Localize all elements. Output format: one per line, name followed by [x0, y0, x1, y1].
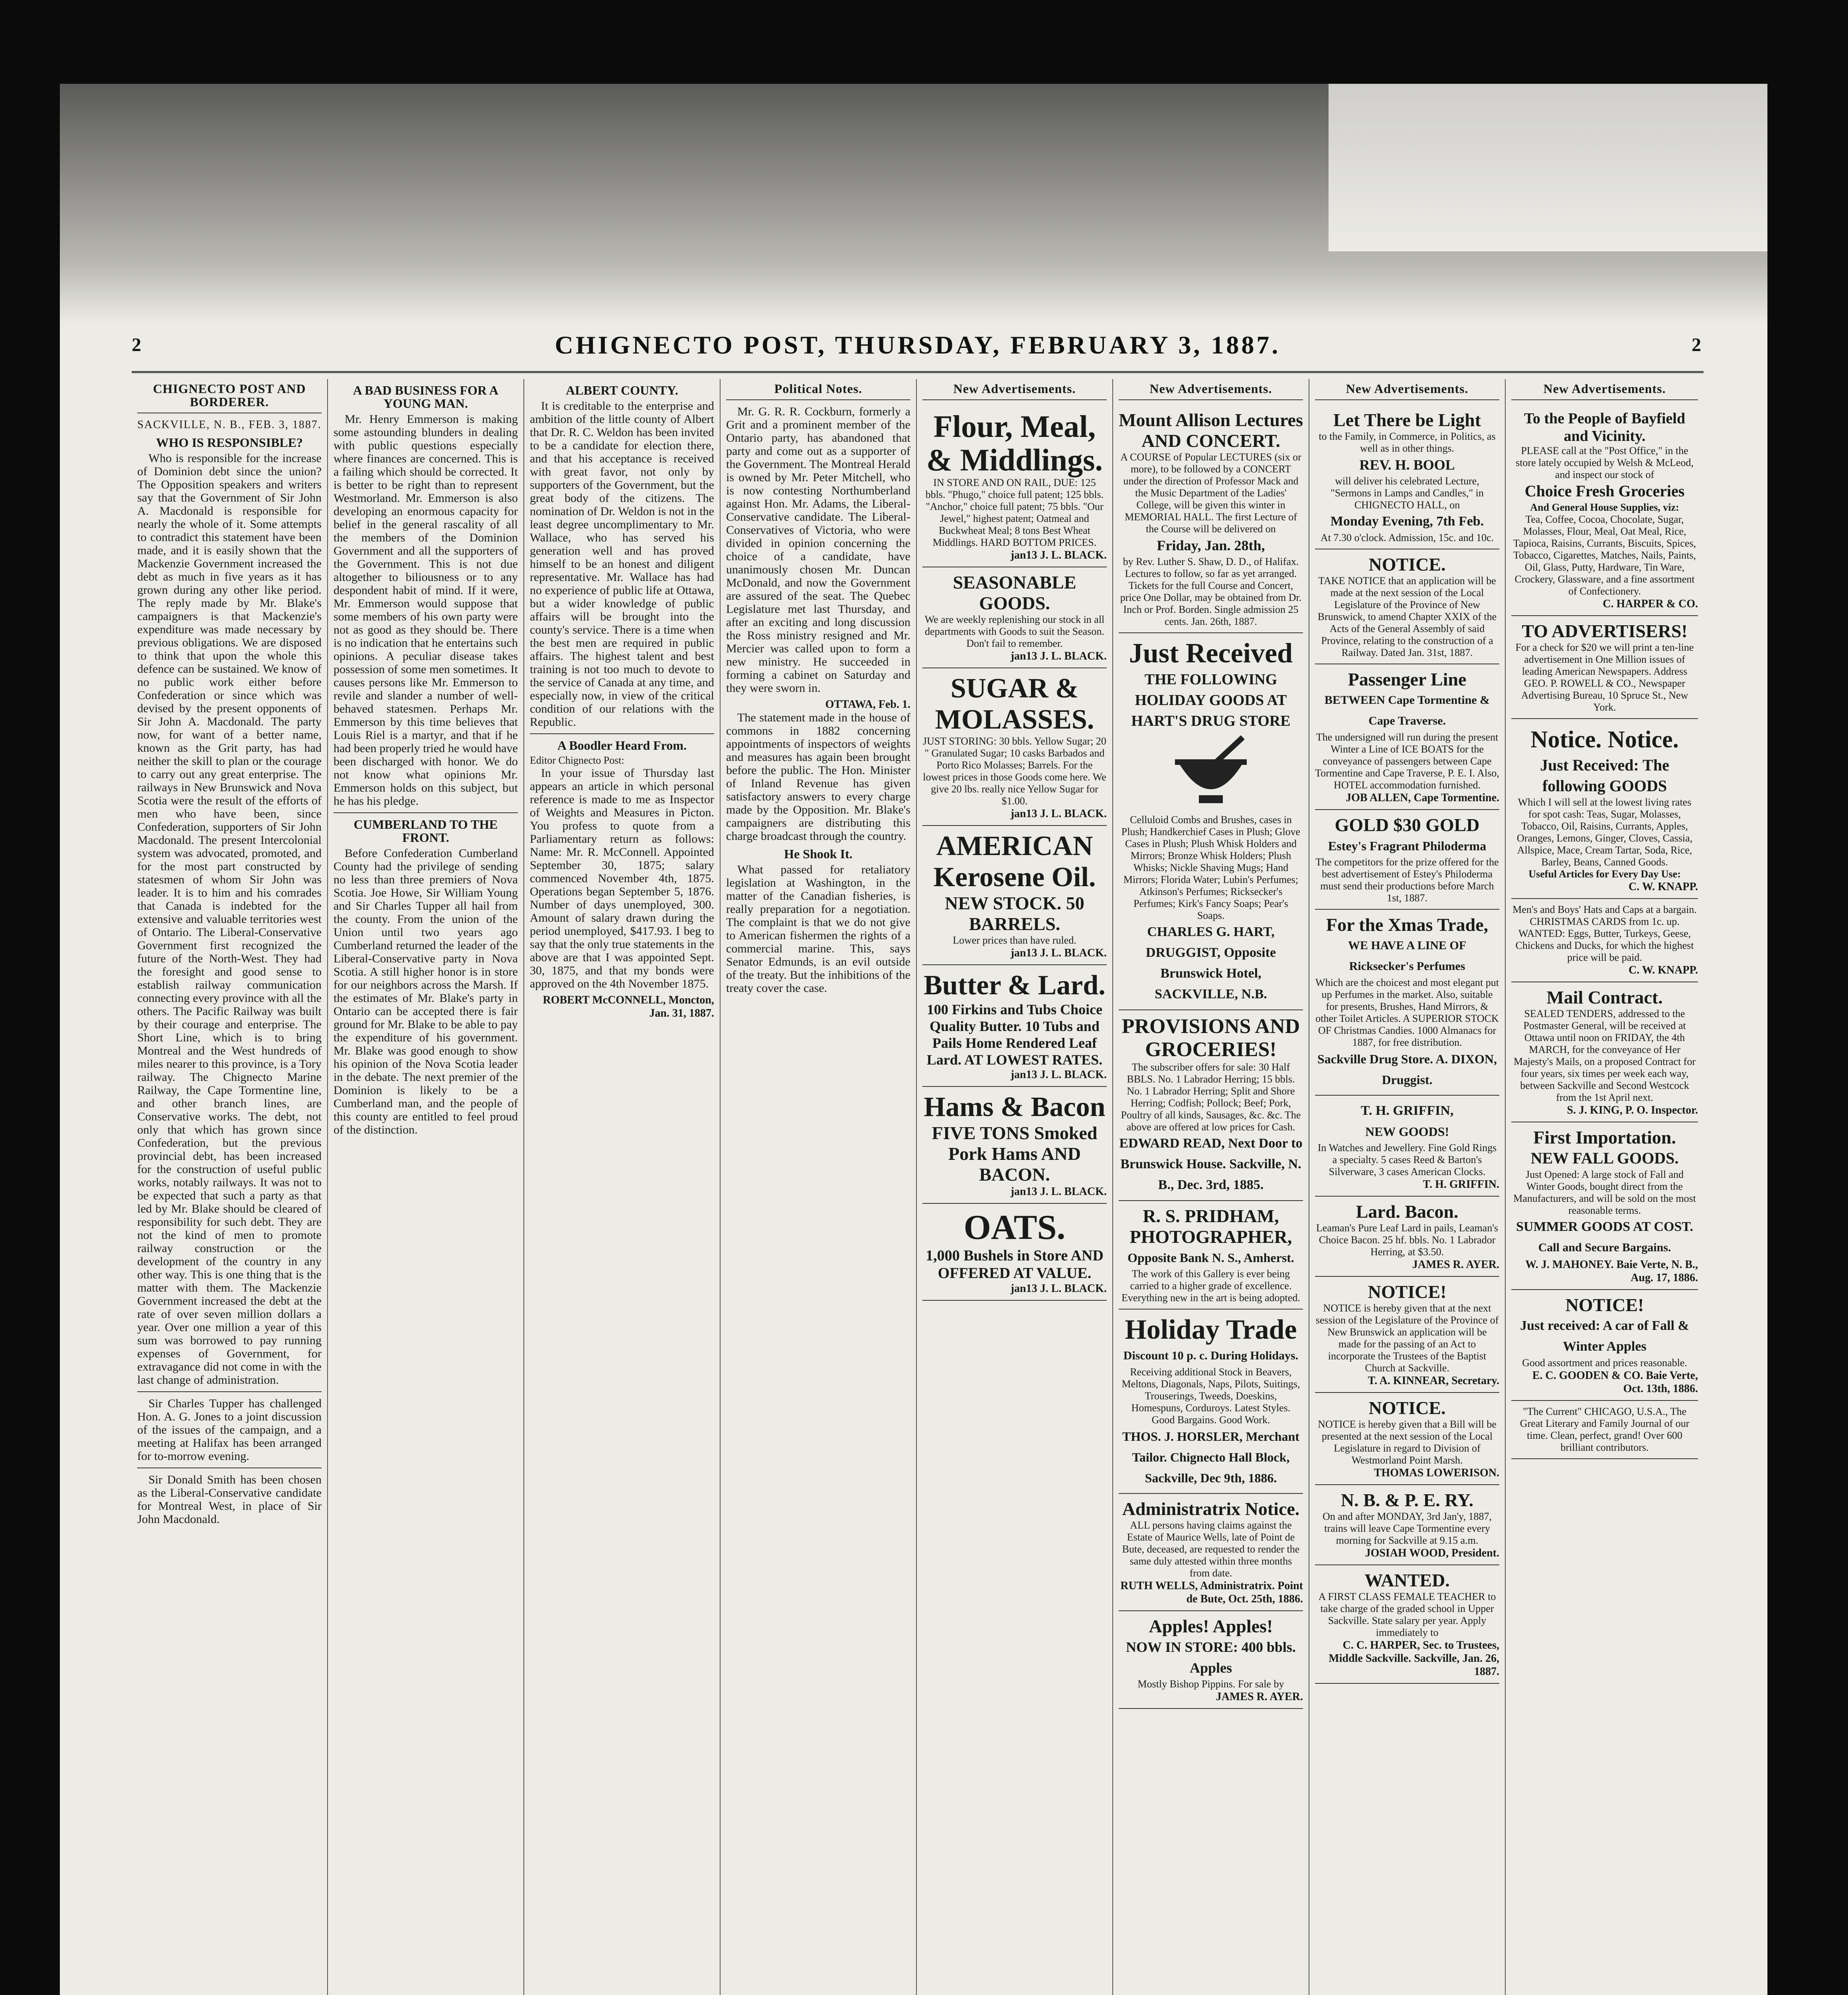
ad-title: OATS.: [963, 1208, 1066, 1247]
ad-mail-contract: [1511, 982, 1698, 1122]
ad-body: WANTED: Eggs, Butter, Turkeys, Geese, Chickens and Ducks, for which the highest price will be paid.: [1515, 928, 1694, 963]
ad-title: R. S. PRIDHAM, PHOTOGRAPHER,: [1129, 1206, 1292, 1247]
ad-title: Notice. Notice.: [1530, 726, 1679, 753]
ad-subtitle: NEW STOCK. 50 BARRELS.: [945, 893, 1084, 934]
ad-body: NOTICE is hereby given that a Bill will be presented at the next session of the Local Legislature in regard to Division of Westmorland Point Marsh.: [1318, 1418, 1497, 1466]
ad-body: Good assortment and prices reasonable.: [1522, 1357, 1687, 1369]
ad-subtitle: NEW FALL GOODS.: [1530, 1149, 1679, 1167]
ad-first-importation: [1511, 1122, 1698, 1290]
page-number-left: 2: [132, 334, 144, 356]
ad-advertisers: [1511, 616, 1698, 719]
dateline: SACKVILLE, N. B., FEB. 3, 1887.: [137, 419, 322, 431]
masthead: [132, 323, 1704, 373]
ad-apples: [1119, 1611, 1303, 1709]
ad-notice: [1315, 549, 1499, 664]
article-title: A Boodler Heard From.: [557, 738, 687, 753]
article-title: He Shook It.: [784, 847, 853, 861]
ad-body: Which I will sell at the lowest living rates for spot cash: Teas, Sugar, Molasses, Tobacco, Oil, Raisins, Currants, Apples, Oranges, Lemons, Ginger, Cloves, Cassia, Allspice, Mace, Cream Tartar, Soda, Rice, Barley, Beans, Canned Goods.: [1516, 796, 1693, 868]
ad-title: Passenger Line: [1348, 669, 1467, 689]
column-header: Political Notes.: [726, 379, 910, 400]
ad-photographer: [1119, 1201, 1303, 1310]
ad-body: PLEASE call at the "Post Office," in the store lately occupied by Welsh & McLeod, and inspect our stock of: [1516, 445, 1694, 480]
ad-subtitle: NOW IN STORE: 400 bbls. Apples: [1126, 1639, 1296, 1676]
ad-notice-church: [1315, 1277, 1499, 1393]
ad-body: On and after MONDAY, 3rd Jan'y, 1887, trains will leave Cape Tormentine every morning for Sackville at 9.15 a.m.: [1322, 1511, 1492, 1546]
divider: [530, 733, 714, 734]
ad-body: Just Opened: A large stock of Fall and Winter Goods, bought direct from the Manufacturers, and will be sold on the most reasonable terms.: [1513, 1169, 1696, 1216]
ad-title: Apples! Apples!: [1149, 1616, 1273, 1636]
ad-body: Men's and Boys' Hats and Caps at a bargain. CHRISTMAS CARDS from 1c. up.: [1512, 904, 1697, 927]
ad-title: NEW GOODS!: [1365, 1124, 1449, 1139]
ad-signature: C. C. HARPER, Sec. to Trustees, Middle Sackville. Sackville, Jan. 26, 1887.: [1329, 1639, 1499, 1678]
ad-body: For a check for $20 we will print a ten-line advertisement in One Million issues of leading American Newspapers. Address GEO. P. ROWELL & CO., Newspaper Advertising Bureau, 10 Spruce St., New York.: [1515, 642, 1694, 713]
ad-title: Mount Allison Lectures AND CONCERT.: [1119, 410, 1303, 451]
ad-body: Leaman's Pure Leaf Lard in pails, Leaman's Choice Bacon. 25 hf. bbls. No. 1 Labrador Herring, at $3.50.: [1316, 1222, 1499, 1258]
signature: ROBERT McCONNELL, Moncton, Jan. 31, 1887.: [543, 994, 714, 1019]
ad-subtitle: Opposite Bank N. S., Amherst.: [1127, 1250, 1294, 1265]
ad-signature: THOMAS LOWERISON.: [1374, 1467, 1499, 1479]
ad-wanted: [1315, 1565, 1499, 1684]
ad-railway: [1315, 1485, 1499, 1565]
ad-signature: T. A. KINNEAR, Secretary.: [1368, 1375, 1499, 1387]
article-body: In your issue of Thursday last appears an article in which personal reference is made to me as Inspector of Weights and Measures in Picton. You profess to quote from a Parliamentary return as follows: Name: Mr. R. McConnell. Appointed September 30, 1875; salary commenced November 4th, 1875. Operations began September 5, 1876. Number of days unemployed, 300. Amount of salary drawn during the period unemployed, $417.93. I beg to say that the only true statements in the above are that I was appointed Sept. 30, 1875, and that my bonds were approved on the 4th November 1875.: [530, 766, 714, 990]
ad-holiday-trade: [1119, 1310, 1303, 1494]
ad-kerosene: [922, 826, 1107, 965]
page-number-right: 2: [1692, 334, 1704, 356]
article-body: Sir Donald Smith has been chosen as the Liberal-Conservative candidate for Montreal West, in place of Sir John Macdonald.: [137, 1473, 322, 1526]
ad-sugar: [922, 668, 1107, 826]
ad-subtitle: Choice Fresh Groceries: [1524, 482, 1685, 500]
ad-body: SEALED TENDERS, addressed to the Postmaster General, will be received at Ottawa until noon on FRIDAY, the 4th MARCH, for the conveyance of Her Majesty's Mails, on a proposed Contract for four years, six times per week each way, between Sackville and Second Westcock from the 1st April next.: [1514, 1008, 1696, 1103]
ad-body: The competitors for the prize offered for the best advertisement of Estey's Philoderma must send their productions before March 1st, 1887.: [1315, 856, 1499, 904]
article-body: Sir Charles Tupper has challenged Hon. A. G. Jones to a joint discussion of the issues of the campaign, and a meeting at Halifax has been arranged for to-morrow evening.: [137, 1397, 322, 1463]
ad-provisions: [1119, 1010, 1303, 1201]
ad-title: Flour, Meal, & Middlings.: [926, 409, 1103, 477]
ad-title: SEASONABLE GOODS.: [953, 572, 1076, 613]
ad-body: We are weekly replenishing our stock in all departments with Goods to suit the Season. Don't fail to remember.: [924, 614, 1105, 649]
ad-subtitle: SUMMER GOODS AT COST.: [1516, 1219, 1693, 1234]
newspaper-page: [60, 84, 1767, 1995]
columns: [132, 379, 1704, 1995]
ad-signature: jan13 J. L. BLACK.: [1010, 1282, 1107, 1295]
ad-title: NOTICE!: [1368, 1282, 1447, 1302]
article-body: The statement made in the house of commons in 1882 concerning appointments of inspectors of weights and measures has again been brought before the public. The Hon. Minister of Inland Revenue has given satisfactory answers to every charge made by the Opposition. Mr. Blake's campaigners are distributing this charge broadcast through the country.: [726, 711, 910, 843]
column-header: New Advertisements.: [922, 379, 1107, 400]
dateline: OTTAWA, Feb. 1.: [825, 698, 910, 711]
column-6: [1113, 379, 1309, 1995]
ad-subtitle: Just received: A car of Fall & Winter Apples: [1520, 1318, 1689, 1354]
ad-groceries: [1511, 405, 1698, 616]
ad-butter: [922, 965, 1107, 1087]
ad-signature: CHARLES G. HART, DRUGGIST, Opposite Brunswick Hotel, SACKVILLE, N.B.: [1145, 924, 1276, 1001]
ad-body: "The Current" CHICAGO, U.S.A., The Great Literary and Family Journal of our time. Clean, perfect, grand! Over 600 brilliant contributors.: [1520, 1406, 1690, 1453]
column-header: New Advertisements.: [1119, 379, 1303, 400]
ad-body: 1,000 Bushels in Store AND OFFERED AT VALUE.: [926, 1247, 1104, 1282]
ad-flour: [922, 405, 1107, 567]
ad-drug-store: [1119, 633, 1303, 1010]
ad-signature: JOB ALLEN, Cape Tormentine.: [1345, 792, 1499, 804]
column-8: [1506, 379, 1704, 1995]
article-body: Before Confederation Cumberland County had the privilege of sending no less than three premiers of Nova Scotia. Joe Howe, Sir William Young and Sir Charles Tupper all hail from the county. From the union of the Union until two years ago Cumberland returned the leader of the Liberal-Conservative party in Nova Scotia. A still higher honor is in store for our neighbors across the Marsh. If the estimates of Mr. Blake's party in Ontario can be accepted there is fair ground for Mr. Blake to be able to pay the expenditure of his government. Mr. Blake was good enough to show his opinion of the Nova Scotia leader in the debate. The next premier of the Dominion is likely to be a Cumberland man, and the people of this county are entitled to feel proud of the distinction.: [334, 847, 518, 1136]
column-3: [524, 379, 721, 1995]
ad-title: TO ADVERTISERS!: [1522, 621, 1688, 641]
ad-title: WANTED.: [1364, 1570, 1450, 1590]
ad-signature: W. J. MAHONEY. Baie Verte, N. B., Aug. 17, 1886.: [1525, 1258, 1698, 1284]
ad-body: At 7.30 o'clock. Admission, 15c. and 10c.: [1320, 532, 1494, 543]
ad-title: GOLD $30 GOLD: [1335, 815, 1480, 835]
ad-title: For the Xmas Trade,: [1326, 915, 1489, 935]
ad-body: A FIRST CLASS FEMALE TEACHER to take charge of the graded school in Upper Sackville. State salary per year. Apply immediately to: [1318, 1591, 1496, 1638]
ad-body: ALL persons having claims against the Estate of Maurice Wells, late of Point de Bute, deceased, are requested to render the same duly attested within three months from date.: [1122, 1519, 1300, 1579]
column-header: CHIGNECTO POST AND BORDERER.: [137, 379, 322, 413]
ad-subtitle: Discount 10 p. c. During Holidays.: [1123, 1349, 1299, 1362]
ad-body: Celluloid Combs and Brushes, cases in Plush; Handkerchief Cases in Plush; Glove Cases in Plush; Plush Whisk Holders and Mirrors; Bronze Whisk Holders; Plush Whisks; Nickle Shaving Mugs; Hand Mirrors; Florida Water; Lubin's Perfumes; Atkinson's Perfumes; Ricksecker's Perfumes; Kirk's Fancy Soaps; Pear's Soaps.: [1121, 814, 1301, 921]
ad-body: NOTICE is hereby given that at the next session of the Legislature of the Province of New Brunswick an application will be made for the passing of an Act to incorporate the Trustees of the Baptist Church at Sackville.: [1315, 1302, 1499, 1374]
column-7: [1309, 379, 1506, 1995]
article-title: A BAD BUSINESS FOR A YOUNG MAN.: [353, 383, 499, 411]
column-4: [721, 379, 917, 1995]
ad-title: Lard. Bacon.: [1356, 1201, 1459, 1222]
ad-seasonable-goods: [922, 567, 1107, 668]
ad-subtitle: Call and Secure Bargains.: [1538, 1241, 1671, 1254]
ad-subtitle: Useful Articles for Every Day Use:: [1528, 868, 1681, 880]
ad-subtitle: WE HAVE A LINE OF Ricksecker's Perfumes: [1348, 939, 1467, 973]
ad-signature: C. W. KNAPP.: [1628, 964, 1698, 976]
ad-signature: JAMES R. AYER.: [1216, 1691, 1303, 1703]
ad-apples-notice: [1511, 1290, 1698, 1401]
ad-title: SUGAR & MOLASSES.: [935, 673, 1094, 735]
ad-body: by Rev. Luther S. Shaw, D. D., of Halifax. Lectures to follow, so far as yet arranged. Tickets for the full Course and Concert, price One Dollar, may be obtained from Dr. Inch or Prof. Borden. Single admission 25 cents. Jan. 26th, 1887.: [1120, 556, 1302, 627]
ad-signature: RUTH WELLS, Administratrix. Point de Bute, Oct. 25th, 1886.: [1120, 1580, 1303, 1605]
ad-signature: C. W. KNAPP.: [1628, 881, 1698, 893]
ad-signature: EDWARD READ, Next Door to Brunswick House. Sackville, N. B., Dec. 3rd, 1885.: [1119, 1136, 1303, 1192]
ad-body: A COURSE of Popular LECTURES (six or more), to be followed by a CONCERT under the direction of Professor Mack and the Music Department of the Ladies' College, will be given this winter in MEMORIAL HALL. The first Lecture of the Course will be delivered on: [1120, 451, 1301, 535]
ad-title: Just Received: [1129, 638, 1293, 669]
ad-griffin: [1315, 1096, 1499, 1197]
ad-body: Receiving additional Stock in Beavers, Meltons, Diagonals, Naps, Pilots, Suitings, Trouserings, Tweeds, Doeskins, Homespuns, Corduroys. Latest Styles. Good Bargains. Good Work.: [1121, 1366, 1300, 1426]
ad-hams: [922, 1087, 1107, 1204]
ad-oats: [922, 1204, 1107, 1301]
article-body: It is creditable to the enterprise and ambition of the little county of Albert that Dr. R. C. Weldon has been invited to be a candidate for election there, and that his acceptance is received with great favor, not only by supporters of the Government, but the great body of the citizens. The nomination of Dr. Weldon is not in the least degree uncomplimentary to Mr. Wallace, who has served his generation well and has proved himself to be an honest and diligent representative. Mr. Wallace has had no experience of public life at Ottawa, but a wider knowledge of public affairs will be brought into the county's service. There is a time when the best men are required in public affairs. The highest talent and best training is not too much to devote to the service of Canada at any time, and especially now, in view of the critical condition of our relations with the Republic.: [530, 399, 714, 729]
ad-subtitle: THE FOLLOWING HOLIDAY GOODS AT HART'S DRUG STORE: [1131, 671, 1291, 729]
ad-signature: JOSIAH WOOD, President.: [1365, 1547, 1499, 1559]
ad-title: Let There be Light: [1333, 410, 1481, 430]
ad-signature: S. J. KING, P. O. Inspector.: [1567, 1104, 1698, 1116]
ad-title: PROVISIONS AND GROCERIES!: [1121, 1015, 1300, 1061]
ad-title: Holiday Trade: [1125, 1314, 1297, 1345]
article-title: ALBERT COUNTY.: [566, 383, 678, 397]
ad-body: Which are the choicest and most elegant put up Perfumes in the market. Also, suitable for presents, Brushes, Hand Mirrors, & other Toilet Articles. A SUPERIOR STOCK OF Christmas Candies. 1000 Almanacs for 1887, for free distribution.: [1315, 977, 1499, 1048]
ad-body: 100 Firkins and Tubs Choice Quality Butter. 10 Tubs and Pails Home Rendered Leaf Lard. AT LOWEST RATES.: [926, 1001, 1103, 1068]
ad-title: NOTICE.: [1368, 554, 1446, 575]
article-body: Mr. G. R. R. Cockburn, formerly a Grit and a prominent member of the Ontario party, has abandoned that party and come out as a supporter of the Government. The Montreal Herald is owned by Mr. Peter Mitchell, who is now contesting Northumberland against Hon. Mr. Adams, the Liberal-Conservative candidate. The Liberal-Conservatives of Victoria, who were divided in opinion concerning the choice of a candidate, have unanimously chosen Mr. Duncan McDonald, and now the Government are assured of the seat. The Quebec Legislature met last Thursday, and after an exciting and long discussion the Ross ministry resigned and Mr. Mercier was called upon to form a new ministry. He succeeded in forming a cabinet on Saturday and they were sworn in.: [726, 405, 910, 695]
article-title: CUMBERLAND TO THE FRONT.: [353, 817, 498, 845]
article-body: Mr. Henry Emmerson is making some astounding blunders in dealing with public questions especially where finances are concerned. This is a failing which should be corrected. It is better to be right than to represent Westmorland. Mr. Emmerson is also developing an enormous capacity for belief in the general rascality of all the members of the Dominion Government and all the supporters of the Government. This is not due altogether to biliousness or to any despondent habit of mind. If it were, Mr. Emmerson would suppose that some members of his own party were not as good as they should be. There is no indication that he entertains such opinions. A peculiar disease takes possession of some men sometimes. It causes persons like Mr. Emmerson to revile and slander a number of well-behaved statesmen. Perhaps Mr. Emmerson by this time believes that Louis Riel is a martyr, and that if he had been properly tried he would have been discharged with honor. We do not know what opinions Mr. Emmerson holds on this subject, but he has his pledge.: [334, 413, 518, 808]
ad-body: Mostly Bishop Pippins. For sale by: [1137, 1678, 1284, 1690]
divider: [137, 1391, 322, 1392]
ad-knapp-wanted: [1511, 899, 1698, 982]
ad-lard-bacon: [1315, 1197, 1499, 1277]
ad-body: to the Family, in Commerce, in Politics, as well as in other things.: [1319, 431, 1496, 454]
ad-title: AMERICAN Kerosene Oil.: [933, 831, 1096, 893]
ad-title: First Importation.: [1533, 1127, 1676, 1148]
ad-lectures: [1119, 405, 1303, 633]
ad-gold: [1315, 810, 1499, 910]
ad-body: TAKE NOTICE that an application will be made at the next session of the Local Legislature of the Province of New Brunswick, to amend Chapter XXIX of the Acts of the General Assembly of said Province, relating to the construction of a Railway. Dated Jan. 31st, 1887.: [1317, 575, 1497, 658]
ad-body: will deliver his celebrated Lecture, "Sermons in Lamps and Candles," in CHIGNECTO HALL, on: [1331, 475, 1484, 511]
ad-body: In Watches and Jewellery. Fine Gold Rings a specialty. 5 cases Reed & Barton's Silverware, 3 cases American Clocks.: [1317, 1142, 1497, 1177]
ad-title: Butter & Lard.: [924, 970, 1106, 1001]
ad-signature: jan13 J. L. BLACK.: [1010, 1185, 1107, 1198]
torn-top-right-edge: [1329, 84, 1767, 251]
ad-notice-marsh: [1315, 1393, 1499, 1485]
ad-the-current: [1511, 1401, 1698, 1459]
ad-title: N. B. & P. E. RY.: [1341, 1490, 1474, 1510]
ad-signature: jan13 J. L. BLACK.: [1010, 650, 1107, 662]
ad-signature: JAMES R. AYER.: [1412, 1258, 1499, 1271]
salutation: Editor Chignecto Post:: [530, 755, 624, 766]
ad-body: The work of this Gallery is ever being carried to a higher grade of excellence. Everything new in the art is being adopted.: [1121, 1268, 1300, 1304]
ad-name: T. H. GRIFFIN,: [1360, 1103, 1454, 1118]
ad-subtitle: Just Received: The following GOODS: [1540, 756, 1669, 795]
ad-title: Mail Contract.: [1546, 987, 1663, 1007]
ad-body: JUST STORING: 30 bbls. Yellow Sugar; 20 " Granulated Sugar; 10 casks Barbados and Porto Rico Molasses; Barrels. For the lowest prices in those Goods come here. We give 20 lbs. really nice Yellow Sugar for $1.00.: [923, 735, 1106, 807]
ad-lecture-light: [1315, 405, 1499, 549]
masthead-title: CHIGNECTO POST, THURSDAY, FEBRUARY 3, 1887.: [555, 331, 1281, 359]
ad-signature: jan13 J. L. BLACK.: [1010, 947, 1107, 959]
ad-passenger-line: [1315, 664, 1499, 810]
ad-title: Administratrix Notice.: [1122, 1499, 1300, 1519]
column-header: New Advertisements.: [1511, 379, 1698, 400]
ad-signature: C. HARPER & CO.: [1603, 598, 1698, 610]
column-2: [328, 379, 524, 1995]
mortar-and-pestle-icon: [1167, 735, 1255, 807]
divider: [334, 812, 518, 813]
ad-body: Lower prices than have ruled.: [953, 934, 1076, 946]
ad-body: The subscriber offers for sale: 30 Half BBLS. No. 1 Labrador Herring; 15 bbls. No. 1 Labrador Herring; Split and Shore Herring; Codfish; Pollock; Beef; Pork, Poultry of all kinds, Sausages, &c. &c. The above are offered at low prices for Cash.: [1121, 1061, 1301, 1133]
ad-signature: T. H. GRIFFIN.: [1423, 1178, 1499, 1191]
ad-signature: Sackville Drug Store. A. DIXON, Druggist.: [1317, 1052, 1497, 1087]
column-5: [917, 379, 1113, 1995]
ad-signature: jan13 J. L. BLACK.: [1010, 808, 1107, 820]
ad-body: IN STORE AND ON RAIL, DUE: 125 bbls. "Phugo," choice full patent; 125 bbls. "Anchor," choice full patent; 75 bbls. "Our Jewel," highest patent; Oatmeal and Buckwheat Meal; 8 tons Best Wheat Middlings. HARD BOTTOM PRICES.: [925, 477, 1104, 548]
ad-signature: jan13 J. L. BLACK.: [1010, 549, 1107, 561]
ad-title: Hams & Bacon: [924, 1092, 1106, 1122]
column-1: [132, 379, 328, 1995]
ad-body: FIVE TONS Smoked Pork Hams AND BACON.: [932, 1123, 1098, 1185]
ad-administratrix: [1119, 1494, 1303, 1611]
ad-title: NOTICE!: [1565, 1295, 1644, 1315]
ad-name: REV. H. BOOL: [1359, 457, 1455, 473]
ad-date: Monday Evening, 7th Feb.: [1330, 514, 1484, 529]
ad-body: The undersigned will run during the present Winter a Line of ICE BOATS for the conveyance of passengers between Cape Tormentine and Cape Traverse, P. E. I. Also, HOTEL accommodation furnished.: [1315, 731, 1499, 791]
article-body: What passed for retaliatory legislation at Washington, in the matter of the Canadian fisheries, is really preparation for a negotiation. The complaint is that we do not give to American fishermen the rights of a commercial marine. This, says Senator Edmunds, is an evil outside of the treaty. But the inhibitions of the treaty cover the case.: [726, 863, 910, 995]
ad-signature: jan13 J. L. BLACK.: [1010, 1069, 1107, 1081]
ad-subtitle: BETWEEN Cape Tormentine & Cape Traverse.: [1324, 693, 1490, 727]
ad-subtitle: And General House Supplies, viz:: [1530, 502, 1679, 513]
ad-subtitle: Estey's Fragrant Philoderma: [1328, 839, 1487, 853]
ad-date: Friday, Jan. 28th,: [1157, 537, 1265, 553]
article-title: WHO IS RESPONSIBLE?: [156, 435, 303, 450]
ad-signature: E. C. GOODEN & CO. Baie Verte, Oct. 13th, 1886.: [1532, 1369, 1698, 1395]
ad-body: Tea, Coffee, Cocoa, Chocolate, Sugar, Molasses, Flour, Meal, Oat Meal, Rice, Tapioca, Raisins, Currants, Biscuits, Spices, Tobacco, Cigarettes, Matches, Nails, Paints, Oil, Glass, Putty, Hardware, Tin Ware, Crockery, Glassware, and a fine assortment of Confectionery.: [1513, 514, 1696, 597]
column-header: New Advertisements.: [1315, 379, 1499, 400]
ad-title: NOTICE.: [1368, 1398, 1446, 1418]
ad-title: To the People of Bayfield and Vicinity.: [1524, 410, 1685, 444]
article-body: Who is responsible for the increase of Dominion debt since the union? The Opposition speakers and writers say that the Government of Sir John A. Macdonald is responsible for nearly the whole of it. Some attempts to contradict this statement have been made, and it is easily shown that the Mackenzie Government increased the debt as much in five years as it has grown during any other like period. The reply made by Mr. Blake's campaigners is that Mackenzie's expenditure was made necessary by previous obligations. We are disposed to think that upon the whole this defence can be sustained. We know of no public work either before Confederation or since which was devised by the present opponents of Sir John A. Macdonald. The party now, for want of a better name, known as the Grit party, has had neither the skill to plan or the courage to carry out any great enterprise. The railways in New Brunswick and Nova Scotia were the result of the efforts of men who have been, since Confederation, supporters of Sir John Macdonald. The present Intercolonial system was advocated, promoted, and for the most part constructed by statesmen of whom Sir John was leader. It is to him and his comrades that Canada is indebted for the extensive and valuable territories west of Ontario. The Liberal-Conservative Government first recognized the future of the North-West. They had the foresight and good sense to establish railway communication connecting every province with all the others. The Pacific Railway was built by their courage and enterprise. The Short Line, which is to bring Montreal and the West hundreds of miles nearer to this province, is a Tory railway. The Chignecto Marine Railway, the Cape Tormentine line, and other branch lines, are Conservative works. The debt, not only that which has grown since Confederation, but the previous provincial debt, has been increased for the construction of useful public works, notably railways. It was not to be expected that such a party as that led by Mr. Blake should be cleared of responsibility for such debt. They are not the kind of men to promote railway construction or the development of the country in any other way. This is one thing that is the matter with them. The Mackenzie Government increased the debt at the rate of over seven million dollars a year. Over one million a year of this sum was borrowed to pay running expenses of Government, for extravagance did not come in with the last change of administration.: [137, 452, 322, 1387]
ad-knapp-notice: [1511, 719, 1698, 899]
ad-signature: THOS. J. HORSLER, Merchant Tailor. Chignecto Hall Block, Sackville, Dec 9th, 1886.: [1122, 1429, 1299, 1485]
ad-xmas-trade: [1315, 910, 1499, 1096]
